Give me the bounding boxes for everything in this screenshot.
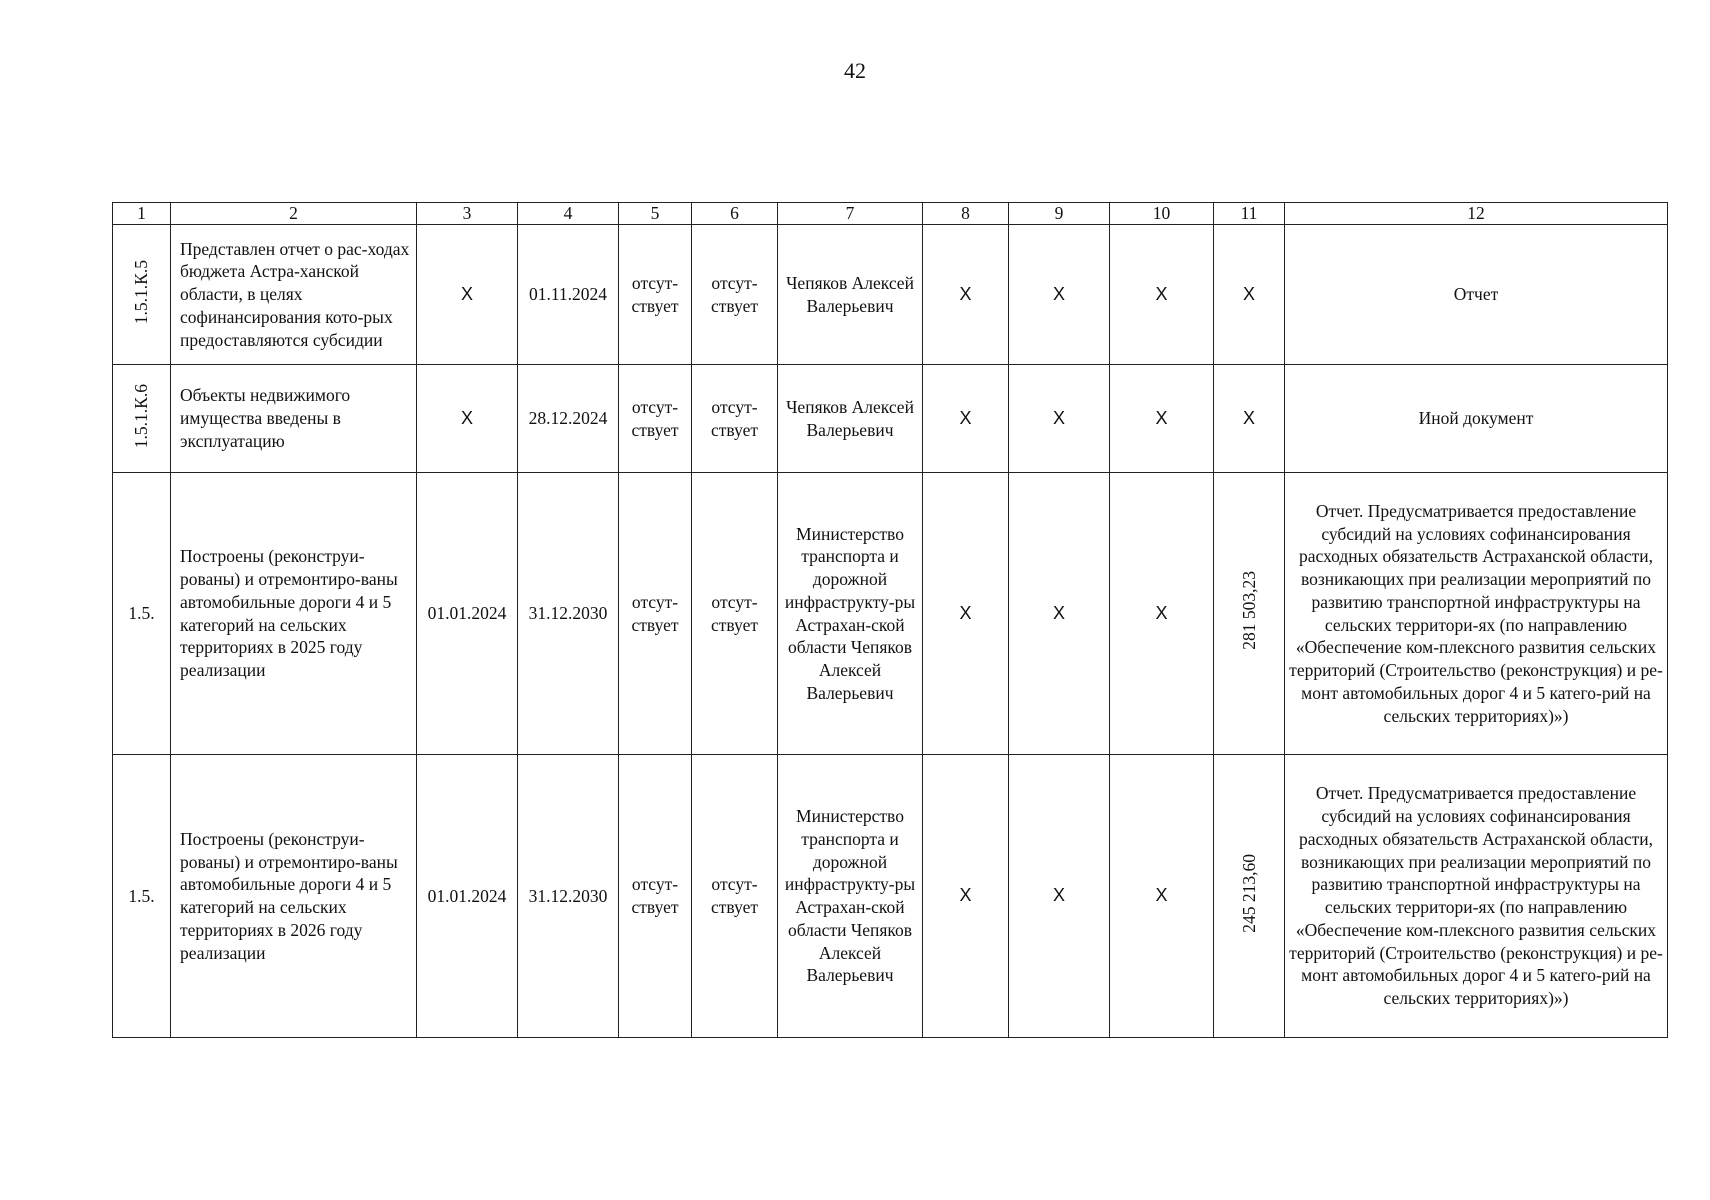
cell-col3: 01.01.2024 <box>417 755 518 1038</box>
cell-col9: Х <box>1009 365 1110 473</box>
cell-col10: Х <box>1110 755 1214 1038</box>
cell-col12: Отчет. Предусматривается предоставление субсидий на условиях софинансирования расходных обязательств Астраханской области, возникающих при реализации мероприятий по развитию транспортной инфраструктуры на сельских территори-ях (по направлению «Обеспечение ком-плексного развития сельских территорий (Строительство (реконструкция) и ре-монт автомобильных дорог 4 и 5 катего-рий на сельских территориях)») <box>1285 755 1668 1038</box>
cell-col9: Х <box>1009 473 1110 755</box>
column-header: 3 <box>417 203 518 225</box>
column-header: 1 <box>113 203 171 225</box>
cell-col10: Х <box>1110 365 1214 473</box>
cell-col11 <box>1214 473 1285 755</box>
cell-col12: Отчет <box>1285 225 1668 365</box>
cell-col11 <box>1214 755 1285 1038</box>
cell-col5: отсут-ствует <box>619 755 692 1038</box>
row-description: Построены (реконструи-рованы) и отремонтиро-ваны автомобильные дороги 4 и 5 категорий на сельских территориях в 2025 году реализации <box>171 473 417 755</box>
cell-col5: отсут-ствует <box>619 365 692 473</box>
column-header: 11 <box>1214 203 1285 225</box>
cell-col11: Х <box>1214 225 1285 365</box>
column-header: 2 <box>171 203 417 225</box>
row-code: 1.5.1.К.6 <box>131 383 152 448</box>
amount-value: 245 213,60 <box>1238 853 1259 933</box>
cell-responsible: Министерство транспорта и дорожной инфраструкту-ры Астрахан-ской области Чепяков Алексей Валерьевич <box>778 473 923 755</box>
cell-col10: Х <box>1110 225 1214 365</box>
column-header: 5 <box>619 203 692 225</box>
cell-col3: 01.01.2024 <box>417 473 518 755</box>
row-code-cell: 1.5. <box>113 755 171 1038</box>
cell-col10: Х <box>1110 473 1214 755</box>
row-code-cell <box>113 225 171 365</box>
cell-col6: отсут-ствует <box>692 225 778 365</box>
cell-col8: Х <box>923 755 1009 1038</box>
table-row <box>113 755 1668 1038</box>
column-header: 8 <box>923 203 1009 225</box>
cell-col12: Отчет. Предусматривается предоставление субсидий на условиях софинансирования расходных обязательств Астраханской области, возникающих при реализации мероприятий по развитию транспортной инфраструктуры на сельских территори-ях (по направлению «Обеспечение ком-плексного развития сельских территорий (Строительство (реконструкция) и ре-монт автомобильных дорог 4 и 5 катего-рий на сельских территориях)») <box>1285 473 1668 755</box>
cell-col12: Иной документ <box>1285 365 1668 473</box>
cell-col5: отсут-ствует <box>619 473 692 755</box>
column-header: 4 <box>518 203 619 225</box>
row-code-cell: 1.5. <box>113 473 171 755</box>
cell-col6: отсут-ствует <box>692 365 778 473</box>
row-code-cell <box>113 365 171 473</box>
cell-col9: Х <box>1009 225 1110 365</box>
cell-col4: 31.12.2030 <box>518 755 619 1038</box>
cell-col8: Х <box>923 365 1009 473</box>
amount-value: 281 503,23 <box>1238 571 1259 650</box>
table-row <box>113 365 1668 473</box>
cell-col4: 28.12.2024 <box>518 365 619 473</box>
page-number: 42 <box>844 58 866 83</box>
document-table <box>112 202 1668 1038</box>
column-header: 10 <box>1110 203 1214 225</box>
table-row <box>113 473 1668 755</box>
row-description: Построены (реконструи-рованы) и отремонтиро-ваны автомобильные дороги 4 и 5 категорий на сельских территориях в 2026 году реализации <box>171 755 417 1038</box>
table-header-row <box>113 203 1668 225</box>
column-header: 7 <box>778 203 923 225</box>
cell-col5: отсут-ствует <box>619 225 692 365</box>
row-code: 1.5.1.К.5 <box>131 259 152 324</box>
row-description: Представлен отчет о рас-ходах бюджета Астра-ханской области, в целях софинансирования кото-рых предоставляются субсидии <box>171 225 417 365</box>
cell-responsible: Министерство транспорта и дорожной инфраструкту-ры Астрахан-ской области Чепяков Алексей Валерьевич <box>778 755 923 1038</box>
cell-col6: отсут-ствует <box>692 755 778 1038</box>
cell-col6: отсут-ствует <box>692 473 778 755</box>
cell-col8: Х <box>923 473 1009 755</box>
cell-col4: 31.12.2030 <box>518 473 619 755</box>
cell-col3: Х <box>417 365 518 473</box>
column-header: 9 <box>1009 203 1110 225</box>
cell-col4: 01.11.2024 <box>518 225 619 365</box>
cell-responsible: Чепяков Алексей Валерьевич <box>778 225 923 365</box>
column-header: 6 <box>692 203 778 225</box>
cell-col9: Х <box>1009 755 1110 1038</box>
table-row <box>113 225 1668 365</box>
row-description: Объекты недвижимого имущества введены в эксплуатацию <box>171 365 417 473</box>
cell-col3: Х <box>417 225 518 365</box>
column-header: 12 <box>1285 203 1668 225</box>
cell-responsible: Чепяков Алексей Валерьевич <box>778 365 923 473</box>
cell-col8: Х <box>923 225 1009 365</box>
cell-col11: Х <box>1214 365 1285 473</box>
